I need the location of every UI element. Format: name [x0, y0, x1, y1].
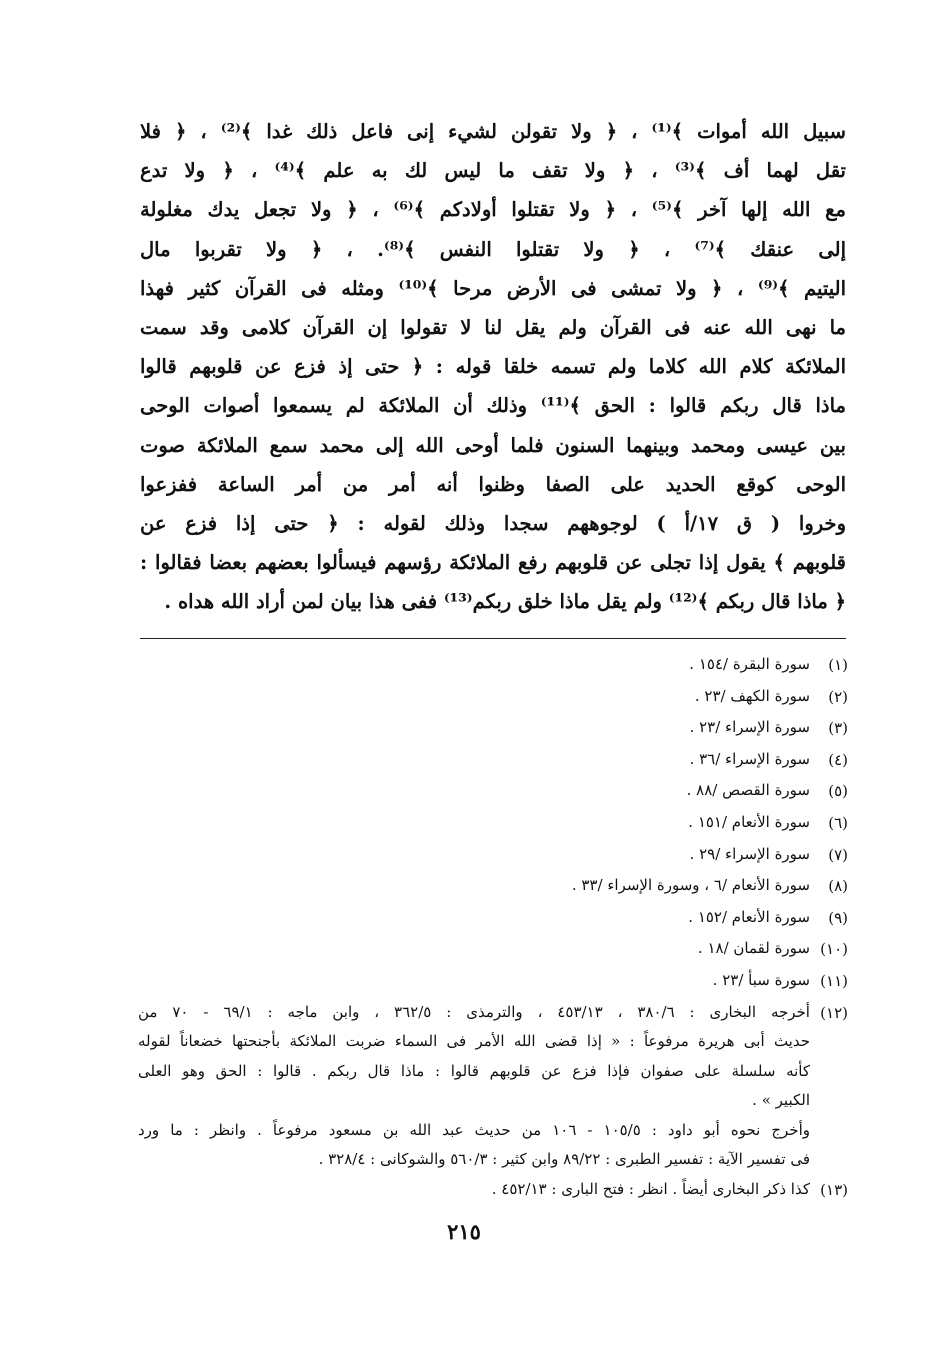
- footnotes-block: [138, 650, 848, 1206]
- footnote-text: [138, 650, 810, 680]
- footnote-text: [138, 713, 810, 743]
- footnote: [138, 998, 848, 1116]
- main-text-line: الملائكة كلام الله كلاما ولم تسمه خلقا قوله : ﴿ حتى إذ فزع عن قلوبهم قالوا: [140, 355, 846, 379]
- footnote-line: سورة لقمان /١٨ .: [697, 939, 810, 958]
- footnote-number: (٩): [828, 908, 848, 927]
- footnote-number: (١٠): [820, 940, 848, 959]
- footnote-number: (٧): [828, 845, 848, 864]
- footnote-line: وأخرج نحوه أبو داود : ١٠٥/٥ - ١٠٦ من حديث عبد الله بن مسعود مرفوعاً . وانظر : ما ورد: [138, 1120, 810, 1139]
- footnote-number: (٥): [828, 782, 848, 801]
- footnote: [138, 966, 848, 998]
- footnote-line: كذا ذكر البخارى أيضاً . انظر : فتح البارى : ٤٥٢/١٣ .: [491, 1179, 810, 1198]
- page-number: ٢١٥: [447, 1219, 481, 1244]
- footnote-text: [138, 871, 810, 901]
- footnote-number: (١): [828, 656, 848, 674]
- footnote-line: سورة القصص /٨٨ .: [686, 781, 810, 800]
- footnote-line: كأنه سلسلة على صفوان فإذا فزع عن قلوبهم قالوا : ماذا قال ربكم . قالوا : الحق وهو العلى: [138, 1061, 810, 1080]
- main-text-line: إلى عنقك ﴾⁽⁷⁾ ، ﴿ ولا تقتلوا النفس ﴾⁽⁸⁾. ، ﴿ ولا تقربوا مال: [140, 237, 846, 261]
- footnote-text: [138, 808, 810, 838]
- footnote: [138, 745, 848, 777]
- footnote: [138, 650, 848, 682]
- footnote-line: سورة الأنعام /١٥٢ .: [688, 907, 810, 926]
- footnote-text: [138, 1175, 810, 1205]
- main-text-line: ﴿ ماذا قال ربكم ﴾⁽¹²⁾ ولم يقل ماذا خلق ربكم⁽¹³⁾ ففى هذا بيان لمن أراد الله هداه .: [164, 590, 846, 614]
- footnote-line: حديث أبى هريرة مرفوعاً : « إذا قضى الله الأمر فى السماء ضربت الملائكة بأجنحتها خضعاناً لقوله: [138, 1032, 810, 1051]
- footnote-number: (٤): [828, 750, 848, 769]
- footnote-number: (١١): [820, 971, 848, 990]
- footnote: [138, 1116, 848, 1175]
- footnote-text: [138, 903, 810, 933]
- footnote-text: [138, 1116, 810, 1175]
- footnote-text: [138, 966, 810, 996]
- footnote-number: (٢): [828, 687, 848, 706]
- footnote-text: [138, 745, 810, 775]
- footnote-number: (٨): [828, 877, 848, 896]
- footnote-text: [138, 934, 810, 964]
- main-text-line: سبيل الله أموات ﴾⁽¹⁾ ، ﴿ ولا تقولن لشيء إنى فاعل ذلك غدا ﴾⁽²⁾ ، ﴿ فلا: [140, 120, 846, 143]
- main-text-line: بين عيسى ومحمد وبينهما السنون فلما أوحى الله إلى محمد سمع الملائكة صوت: [140, 433, 846, 457]
- footnote-line: سورة الإسراء /٢٣ .: [689, 718, 810, 737]
- main-text-line: مع الله إلها آخر ﴾⁽⁵⁾ ، ﴿ ولا تقتلوا أولادكم ﴾⁽⁶⁾ ، ﴿ ولا تجعل يدك مغلولة: [140, 198, 846, 222]
- footnote-line: الكبير » .: [752, 1091, 810, 1110]
- main-text-line: ما نهى الله عنه فى القرآن ولم يقل لنا لا تقولوا إن القرآن كلامى وقد سمت: [140, 315, 846, 339]
- footnote-line: سورة الأنعام /٦ ، وسورة الإسراء /٣٣ .: [571, 876, 810, 895]
- footnote-line: سورة الكهف /٢٣ .: [694, 686, 810, 705]
- footnote-line: سورة سبأ /٢٣ .: [712, 970, 810, 989]
- footnote: [138, 871, 848, 903]
- footnote: [138, 903, 848, 935]
- footnote-number: (١٢): [820, 1003, 848, 1022]
- footnote: [138, 776, 848, 808]
- main-text-line: اليتيم ﴾⁽⁹⁾ ، ﴿ ولا تمشى فى الأرض مرحا ﴾⁽¹⁰⁾ ومثله فى القرآن كثير فهذا: [140, 276, 846, 300]
- footnote-number: (١٣): [820, 1180, 848, 1199]
- main-text-block: [140, 112, 846, 621]
- footnote: [138, 1175, 848, 1207]
- footnote-line: فى تفسير الآية : تفسير الطبرى : ٨٩/٢٢ وابن كثير : ٥٦٠/٣ والشوكانى : ٣٢٨/٤ .: [318, 1150, 810, 1169]
- footnote: [138, 713, 848, 745]
- main-text-line: تقل لهما أف ﴾⁽³⁾ ، ﴿ ولا تقف ما ليس لك به علم ﴾⁽⁴⁾ ، ﴿ ولا تدع: [140, 159, 846, 183]
- footnote-text: [138, 840, 810, 870]
- footnote: [138, 934, 848, 966]
- footnote-line: سورة الإسراء /٢٩ .: [689, 844, 810, 863]
- footnote-text: [138, 682, 810, 712]
- footnote-line: أخرجه البخارى : ٣٨٠/٦ ، ٤٥٣/١٣ ، والترمذى : ٣٦٢/٥ ، وابن ماجه : ٦٩/١ - ٧٠ من: [138, 1002, 810, 1021]
- main-text-line: وخروا ( ق ١٧/أ ) لوجوههم سجدا وذلك لقوله : ﴿ حتى إذا فزع عن: [140, 511, 846, 535]
- footnote-line: سورة البقرة /١٥٤ .: [689, 655, 810, 673]
- footnote-number: (٦): [828, 813, 848, 832]
- footnote: [138, 808, 848, 840]
- footnote-text: [138, 998, 810, 1116]
- footnote-number: (٣): [828, 719, 848, 738]
- footnote-separator: [140, 638, 846, 639]
- main-text-line: ماذا قال ربكم قالوا : الحق ﴾⁽¹¹⁾ وذلك أن الملائكة لم يسمعوا أصوات الوحى: [140, 394, 846, 418]
- footnote: [138, 840, 848, 872]
- footnote-line: سورة الأنعام /١٥١ .: [688, 812, 810, 831]
- main-text-line: قلوبهم ﴾ يقول إذا تجلى عن قلوبهم رفع الملائكة رؤسهم فيسألوا بعضهم بعضا فقالوا :: [140, 551, 846, 575]
- footnote: [138, 682, 848, 714]
- footnote-line: سورة الإسراء /٣٦ .: [689, 749, 810, 768]
- footnote-text: [138, 776, 810, 806]
- main-text-line: الوحى كوقع الحديد على الصفا وظنوا أنه أمر من أمر الساعة ففزعوا: [140, 472, 846, 496]
